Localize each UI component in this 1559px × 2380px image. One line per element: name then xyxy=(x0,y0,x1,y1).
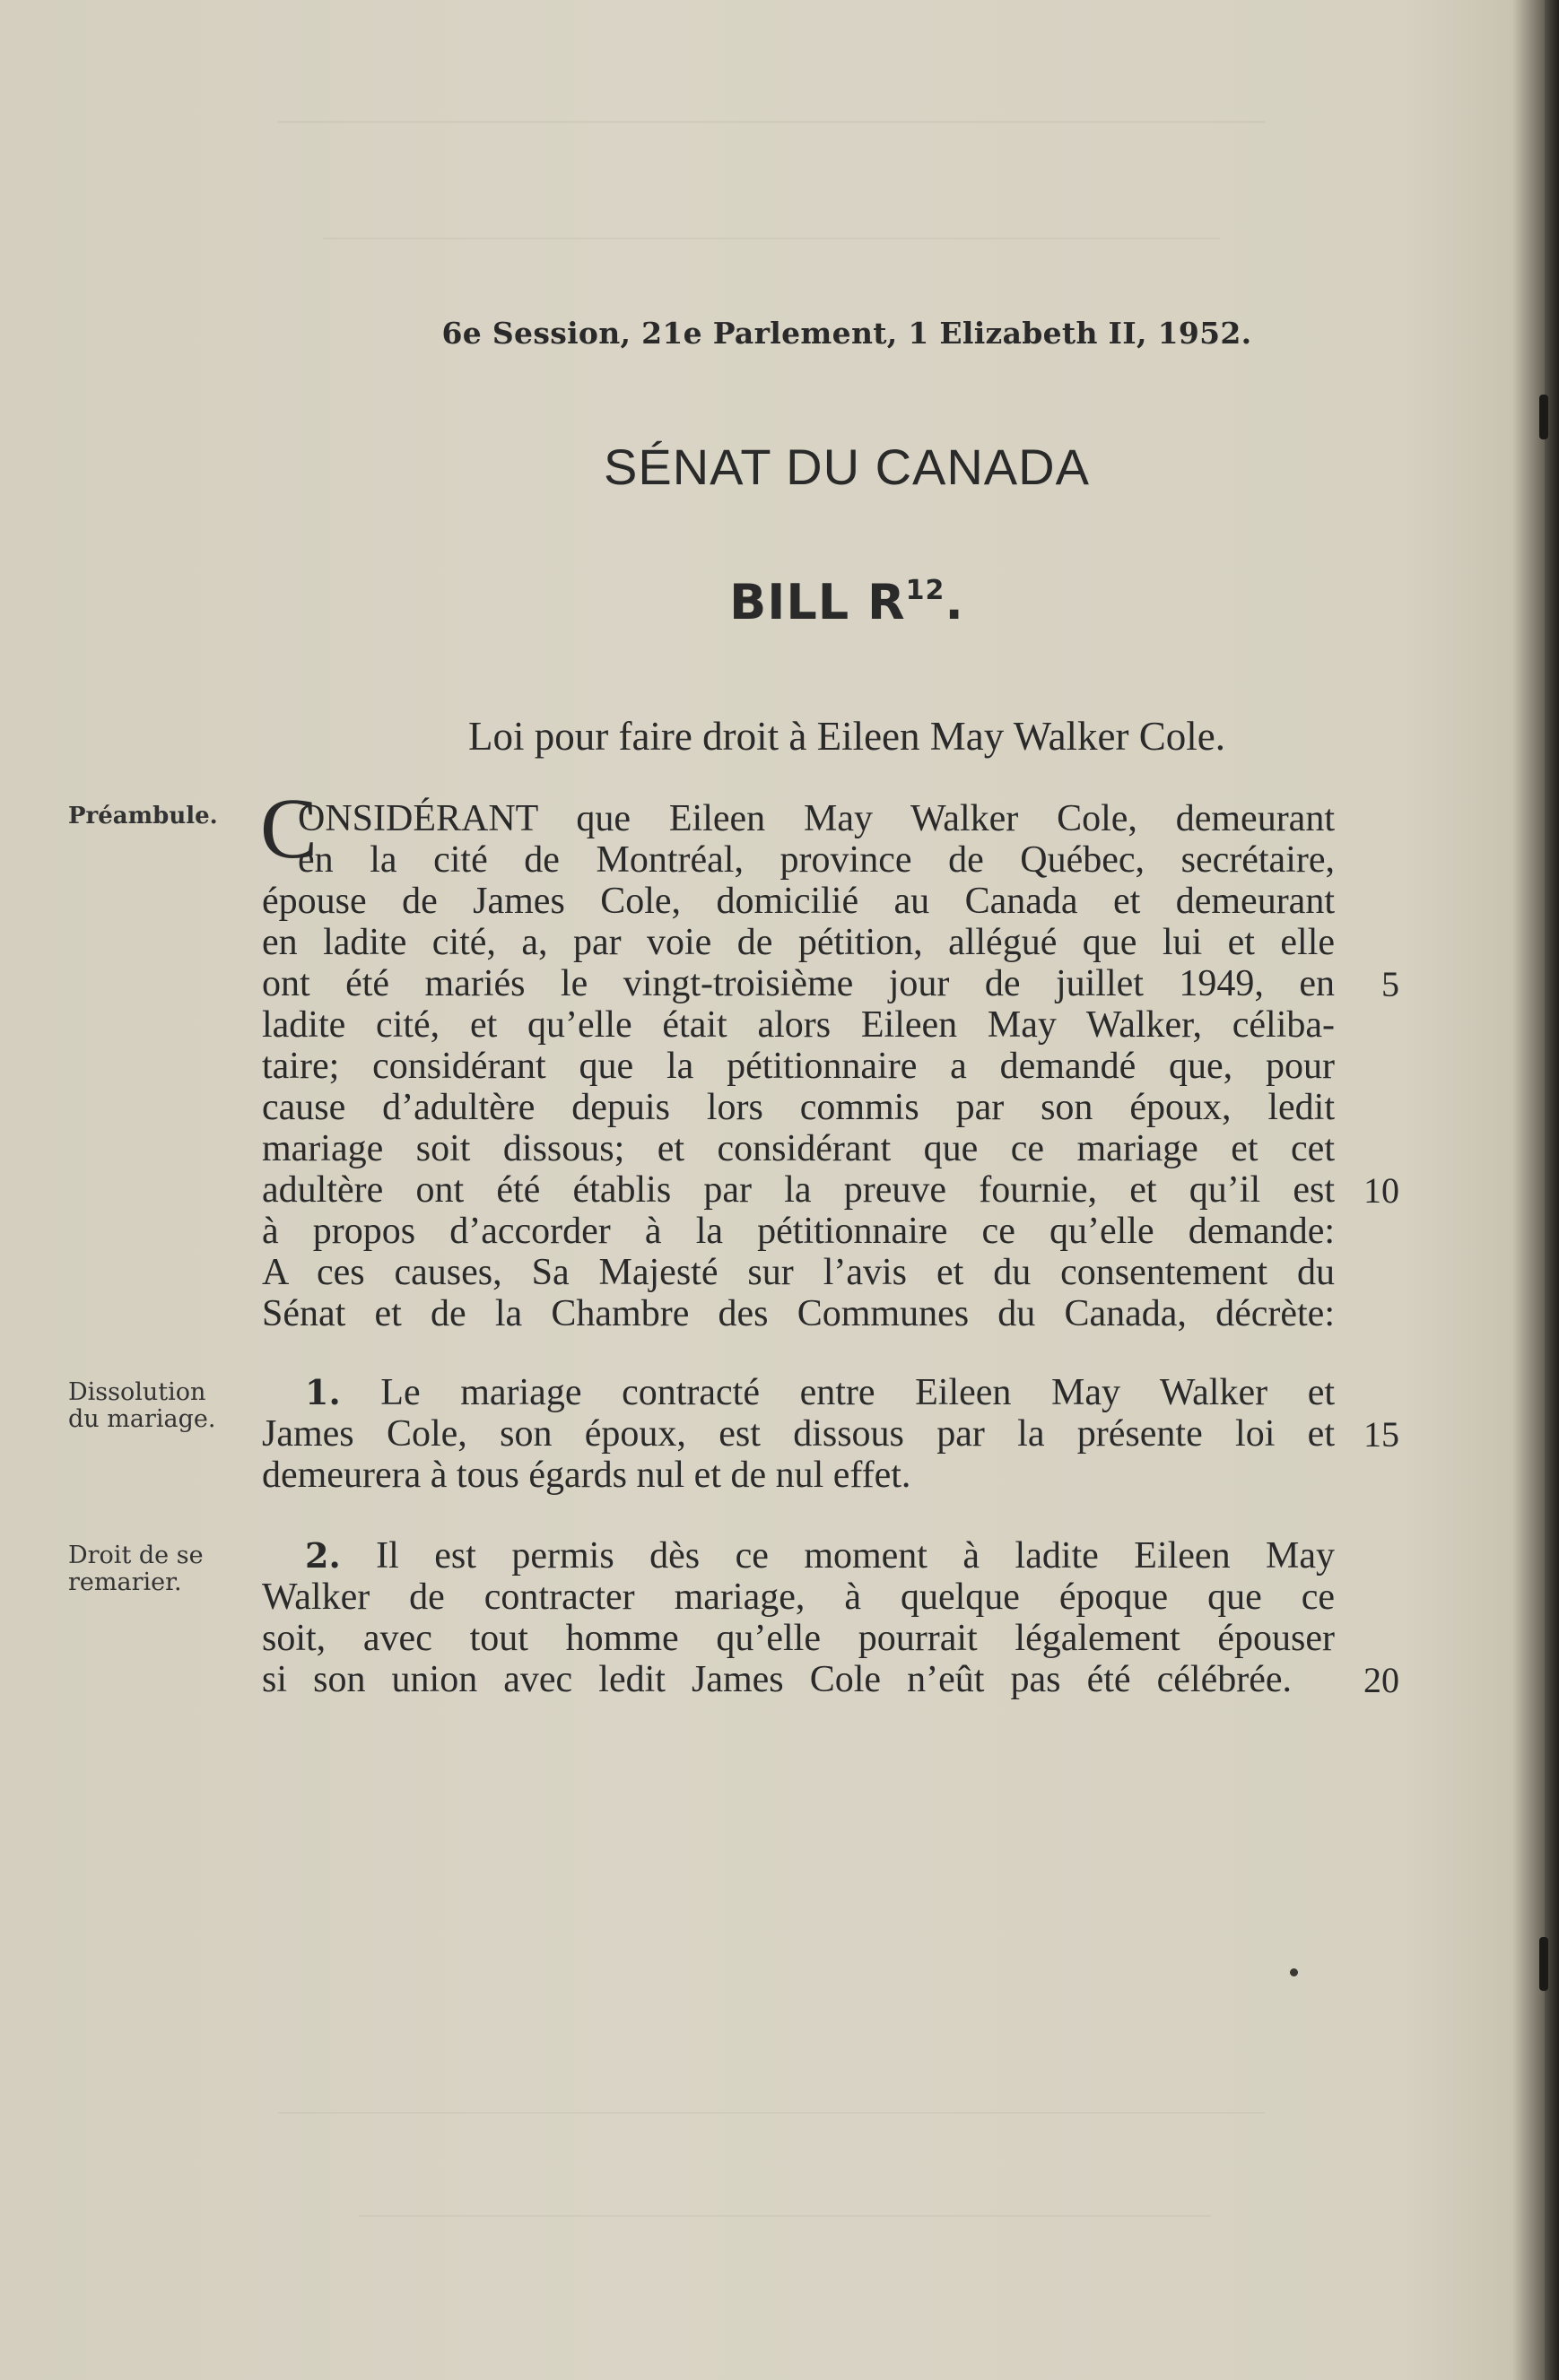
preamble-line-10: adultère ont été établis par la preuve fournie, et qu’il est xyxy=(262,1169,1335,1211)
margin-note-remarry-1: Droit de se xyxy=(68,1542,204,1569)
line-number-5: 5 xyxy=(1381,964,1399,1004)
margin-note-dissolution-1: Dissolution xyxy=(68,1378,206,1406)
line-number-20: 20 xyxy=(1363,1660,1399,1700)
bill-prefix: BILL R xyxy=(729,574,906,630)
preamble-line-8: cause d’adultère depuis lors commis par son époux, ledit xyxy=(262,1087,1335,1128)
section-2-number: 2. xyxy=(305,1535,341,1576)
preamble-line-12: A ces causes, Sa Majesté sur l’avis et du consentement du xyxy=(262,1252,1335,1293)
section-2-line-4: si son union avec ledit James Cole n’eût pas été célébrée. xyxy=(262,1659,1292,1700)
margin-note-remarry-2: remarier. xyxy=(68,1568,182,1596)
section-1-line-1 xyxy=(305,1372,1335,1413)
bleed-through-line xyxy=(359,2215,1211,2217)
line-number-15: 15 xyxy=(1363,1414,1399,1455)
preamble-line-2: en la cité de Montréal, province de Québec, secrétaire, xyxy=(298,839,1335,881)
bleed-through-line xyxy=(278,121,1265,123)
section-2-line-2: Walker de contracter mariage, à quelque époque que ce xyxy=(262,1577,1335,1618)
preamble-line-11: à propos d’accorder à la pétitionnaire ce qu’elle demande: xyxy=(262,1211,1335,1252)
preamble-line-6: ladite cité, et qu’elle était alors Eileen May Walker, céliba- xyxy=(262,1004,1335,1046)
bill-subtitle: Loi pour faire droit à Eileen May Walker Cole. xyxy=(467,714,1225,759)
preamble-line-9: mariage soit dissous; et considérant que ce mariage et cet xyxy=(262,1128,1335,1169)
book-spine-shadow xyxy=(1545,0,1559,2380)
preamble-line-5: ont été mariés le vingt-troisième jour de juillet 1949, en xyxy=(262,963,1335,1004)
preamble-line-1: ONSIDÉRANT que Eileen May Walker Cole, demeurant xyxy=(298,798,1335,839)
bleed-through-line xyxy=(323,238,1220,239)
preamble-line-3: épouse de James Cole, domicilié au Canada et demeurant xyxy=(262,881,1335,922)
section-2-text-1: Il est permis dès ce moment à ladite Eileen May xyxy=(376,1535,1336,1577)
section-1-line-2: James Cole, son époux, est dissous par la présente loi et xyxy=(262,1413,1335,1455)
preamble-dropcap: C xyxy=(260,780,318,876)
senate-title: SÉNAT DU CANADA xyxy=(604,439,1090,495)
margin-note-preamble: Préambule. xyxy=(68,803,218,830)
bill-suffix: . xyxy=(945,574,964,630)
spine-mark xyxy=(1539,1937,1548,1991)
bill-title xyxy=(0,574,1559,630)
session-header: 6e Session, 21e Parlement, 1 Elizabeth II, 1952. xyxy=(441,316,1252,351)
section-1-text-1: Le mariage contracté entre Eileen May Walker et xyxy=(380,1372,1336,1413)
preamble-line-4: en ladite cité, a, par voie de pétition, allégué que lui et elle xyxy=(262,922,1335,963)
section-2-line-3: soit, avec tout homme qu’elle pourrait légalement épouser xyxy=(262,1618,1335,1659)
line-number-10: 10 xyxy=(1363,1170,1399,1211)
spine-mark xyxy=(1539,395,1548,439)
preamble-line-13: Sénat et de la Chambre des Communes du Canada, décrète: xyxy=(262,1293,1335,1334)
section-1-line-3: demeurera à tous égards nul et de nul effet. xyxy=(262,1455,911,1496)
bill-number: 12 xyxy=(905,575,945,606)
section-2-line-1 xyxy=(305,1535,1335,1577)
paper-speck xyxy=(1290,1968,1298,1976)
preamble-line-7: taire; considérant que la pétitionnaire a demandé que, pour xyxy=(262,1046,1335,1087)
section-1-number: 1. xyxy=(305,1372,341,1412)
margin-note-dissolution-2: du mariage. xyxy=(68,1405,216,1433)
bleed-through-line xyxy=(278,2112,1265,2114)
